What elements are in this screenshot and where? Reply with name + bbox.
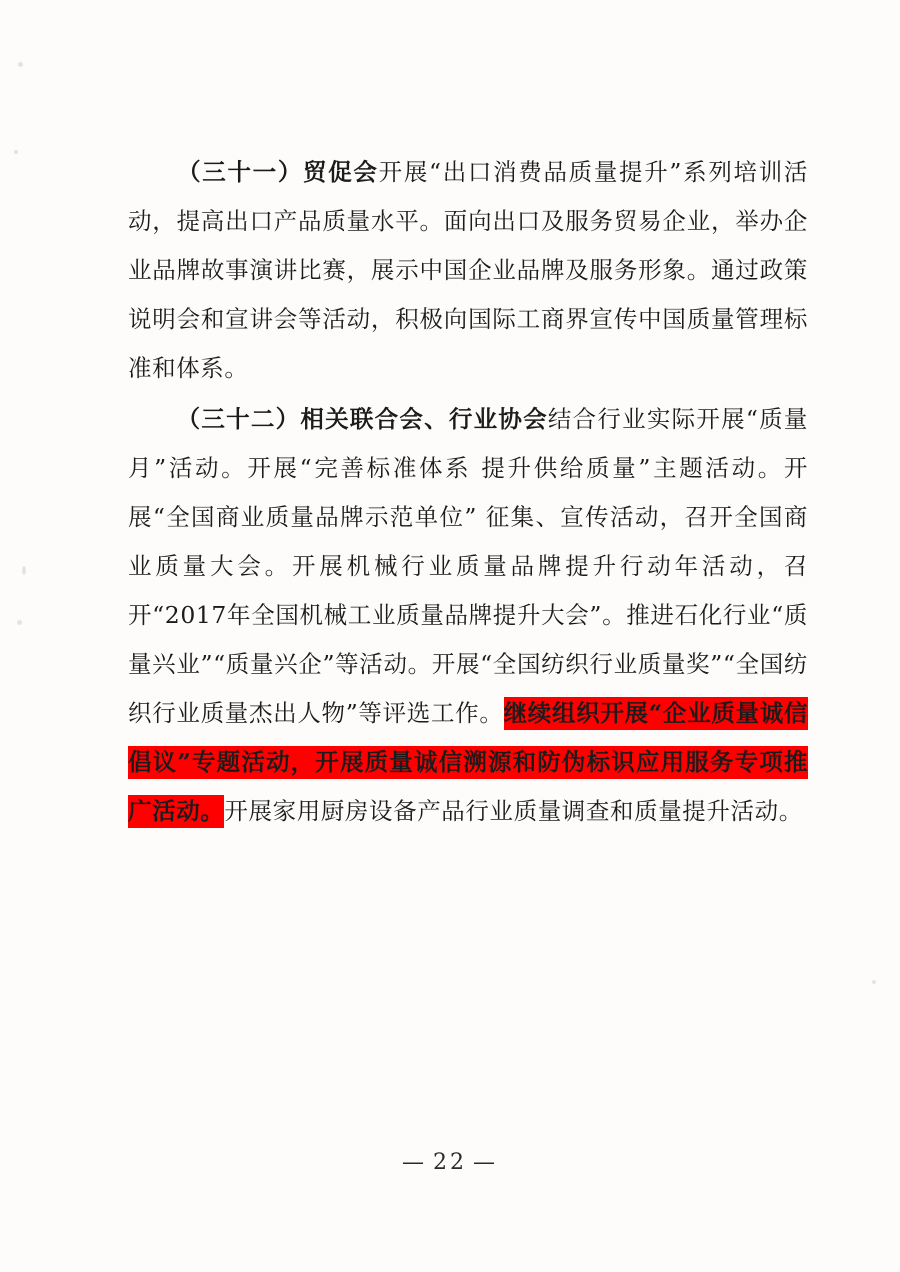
- paper-speck: [22, 566, 26, 575]
- footer-dash-right: —: [473, 1150, 498, 1175]
- paragraph-31-lead: （三十一）贸促会: [176, 158, 379, 186]
- paper-speck: [18, 62, 23, 67]
- paper-speck: [14, 150, 18, 154]
- footer-dash-left: —: [402, 1150, 427, 1175]
- paper-speck: [872, 980, 876, 984]
- document-body: [128, 148, 808, 838]
- paragraph-32-text-before-highlight: 结合行业实际开展“质量月”活动。开展“完善标准体系 提升供给质量”主题活动。开展“全国商业质量品牌示范单位” 征集、宣传活动，召开全国商业质量大会。开展机械行业质量品牌提升行动年活动，召开“2017年全国机械工业质量品牌提升大会”。推进石化行业“质量兴业”“质量兴企”等活动。开展“全国纺织行业质量奖”“全国纺织行业质量杰出人物”等评选工作。: [128, 405, 808, 727]
- paper-speck: [17, 620, 22, 625]
- paragraph-32-lead: （三十二）相关联合会、行业协会: [176, 405, 548, 433]
- paragraph-32-text-after-highlight: 开展家用厨房设备产品行业质量调查和质量提升活动。: [224, 797, 803, 825]
- highlighted-text: 继续组织开展“企业质量诚信倡议”专题活动，开展质量诚信溯源和防伪标识应用服务专项推广活动。: [128, 697, 808, 828]
- page-footer: [0, 1150, 900, 1175]
- paragraph-31-text: 开展“出口消费品质量提升”系列培训活动，提高出口产品质量水平。面向出口及服务贸易企业，举办企业品牌故事演讲比赛，展示中国企业品牌及服务形象。通过政策说明会和宣讲会等活动，积极向国际工商界宣传中国质量管理标准和体系。: [128, 158, 808, 382]
- page-number: 22: [433, 1150, 467, 1175]
- paragraph-32: [128, 395, 808, 836]
- paragraph-31: [128, 148, 808, 393]
